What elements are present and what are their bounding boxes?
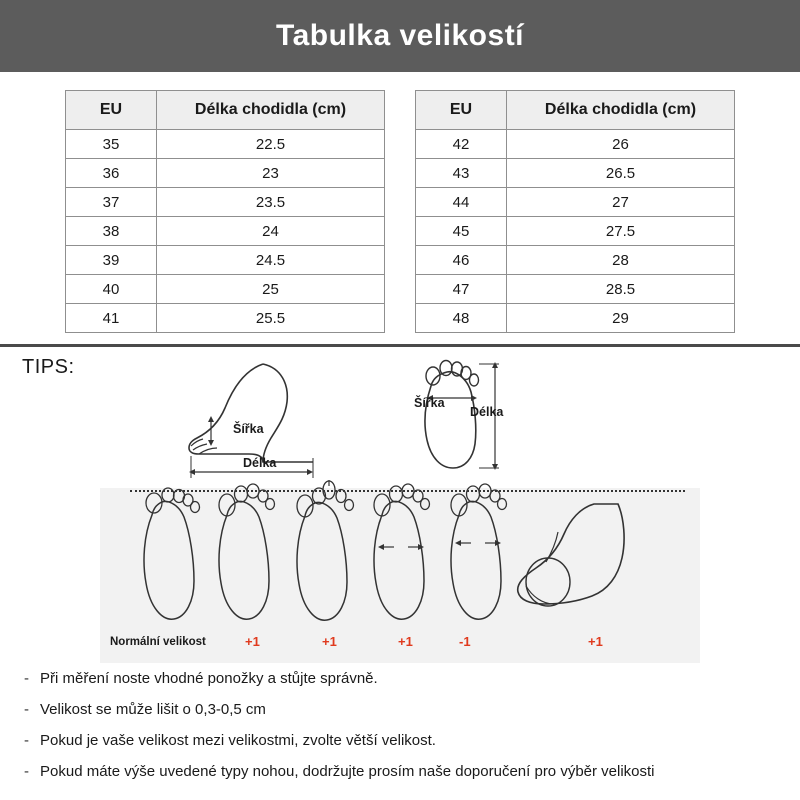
cell-eu: 44 bbox=[416, 188, 507, 217]
side-width-label: Šířka bbox=[233, 422, 264, 436]
tips-diagram-area bbox=[0, 350, 800, 660]
table-row bbox=[66, 159, 385, 188]
cell-eu: 38 bbox=[66, 217, 157, 246]
table-row bbox=[416, 217, 735, 246]
cell-length: 23 bbox=[157, 159, 385, 188]
notes-list bbox=[0, 668, 800, 792]
note-item bbox=[24, 761, 776, 783]
foot-adjust-2: +1 bbox=[245, 634, 260, 649]
side-length-label: Délka bbox=[243, 456, 277, 470]
table-row bbox=[416, 130, 735, 159]
cell-eu: 47 bbox=[416, 275, 507, 304]
note-text: Velikost se může lišit o 0,3-0,5 cm bbox=[40, 701, 266, 718]
cell-eu: 41 bbox=[66, 304, 157, 333]
foot-adjust-6: +1 bbox=[588, 634, 603, 649]
table-row bbox=[66, 275, 385, 304]
cell-length: 27.5 bbox=[507, 217, 735, 246]
top-view-foot-diagram bbox=[395, 358, 545, 483]
cell-length: 29 bbox=[507, 304, 735, 333]
cell-length: 25 bbox=[157, 275, 385, 304]
cell-eu: 48 bbox=[416, 304, 507, 333]
table-row bbox=[66, 130, 385, 159]
table-row bbox=[416, 275, 735, 304]
cell-length: 27 bbox=[507, 188, 735, 217]
table-row bbox=[66, 217, 385, 246]
cell-eu: 45 bbox=[416, 217, 507, 246]
side-foot-instep-diagram bbox=[500, 500, 650, 630]
column-header-foot-length: Délka chodidla (cm) bbox=[157, 91, 385, 130]
cell-eu: 42 bbox=[416, 130, 507, 159]
cell-length: 26 bbox=[507, 130, 735, 159]
note-marker: - bbox=[24, 763, 29, 780]
cell-eu: 36 bbox=[66, 159, 157, 188]
cell-length: 25.5 bbox=[157, 304, 385, 333]
sole-diagram-1 bbox=[130, 485, 210, 630]
cell-length: 24.5 bbox=[157, 246, 385, 275]
note-marker: - bbox=[24, 670, 29, 687]
cell-length: 28 bbox=[507, 246, 735, 275]
top-length-label: Délka bbox=[470, 405, 504, 419]
foot-adjust-3: +1 bbox=[322, 634, 337, 649]
cell-eu: 46 bbox=[416, 246, 507, 275]
cell-eu: 35 bbox=[66, 130, 157, 159]
note-text: Při měření noste vhodné ponožky a stůjte správně. bbox=[40, 670, 378, 687]
column-header-eu: EU bbox=[416, 91, 507, 130]
table-row bbox=[66, 246, 385, 275]
cell-length: 24 bbox=[157, 217, 385, 246]
column-header-eu: EU bbox=[66, 91, 157, 130]
note-item bbox=[24, 730, 776, 752]
note-marker: - bbox=[24, 701, 29, 718]
top-width-label: Šířka bbox=[414, 396, 445, 410]
cell-eu: 37 bbox=[66, 188, 157, 217]
table-row bbox=[416, 188, 735, 217]
cell-length: 28.5 bbox=[507, 275, 735, 304]
note-item bbox=[24, 668, 776, 690]
note-text: Pokud je vaše velikost mezi velikostmi, zvolte větší velikost. bbox=[40, 732, 436, 749]
section-divider bbox=[0, 344, 800, 347]
note-marker: - bbox=[24, 732, 29, 749]
cell-eu: 39 bbox=[66, 246, 157, 275]
tips-heading: TIPS: bbox=[22, 356, 75, 378]
table-row bbox=[66, 188, 385, 217]
cell-length: 26.5 bbox=[507, 159, 735, 188]
sole-diagram-3 bbox=[283, 480, 363, 630]
foot-adjust-4: +1 bbox=[398, 634, 413, 649]
note-text: Pokud máte výše uvedené typy nohou, dodržujte prosím naše doporučení pro výběr velikosti bbox=[40, 763, 655, 780]
cell-eu: 40 bbox=[66, 275, 157, 304]
cell-eu: 43 bbox=[416, 159, 507, 188]
foot-label-normal: Normální velikost bbox=[110, 636, 206, 648]
column-header-foot-length: Délka chodidla (cm) bbox=[507, 91, 735, 130]
cell-length: 22.5 bbox=[157, 130, 385, 159]
table-header-row bbox=[416, 91, 735, 130]
page-title: Tabulka velikostí bbox=[275, 19, 525, 52]
table-row bbox=[66, 304, 385, 333]
table-row bbox=[416, 246, 735, 275]
sole-diagram-4 bbox=[360, 483, 440, 628]
foot-adjust-5: -1 bbox=[459, 634, 471, 649]
cell-length: 23.5 bbox=[157, 188, 385, 217]
page-header bbox=[0, 0, 800, 72]
size-tables-container bbox=[0, 72, 800, 333]
size-table-right bbox=[415, 90, 735, 333]
note-item bbox=[24, 699, 776, 721]
table-row bbox=[416, 159, 735, 188]
table-row bbox=[416, 304, 735, 333]
size-table-left bbox=[65, 90, 385, 333]
table-header-row bbox=[66, 91, 385, 130]
sole-diagram-2 bbox=[205, 483, 285, 628]
